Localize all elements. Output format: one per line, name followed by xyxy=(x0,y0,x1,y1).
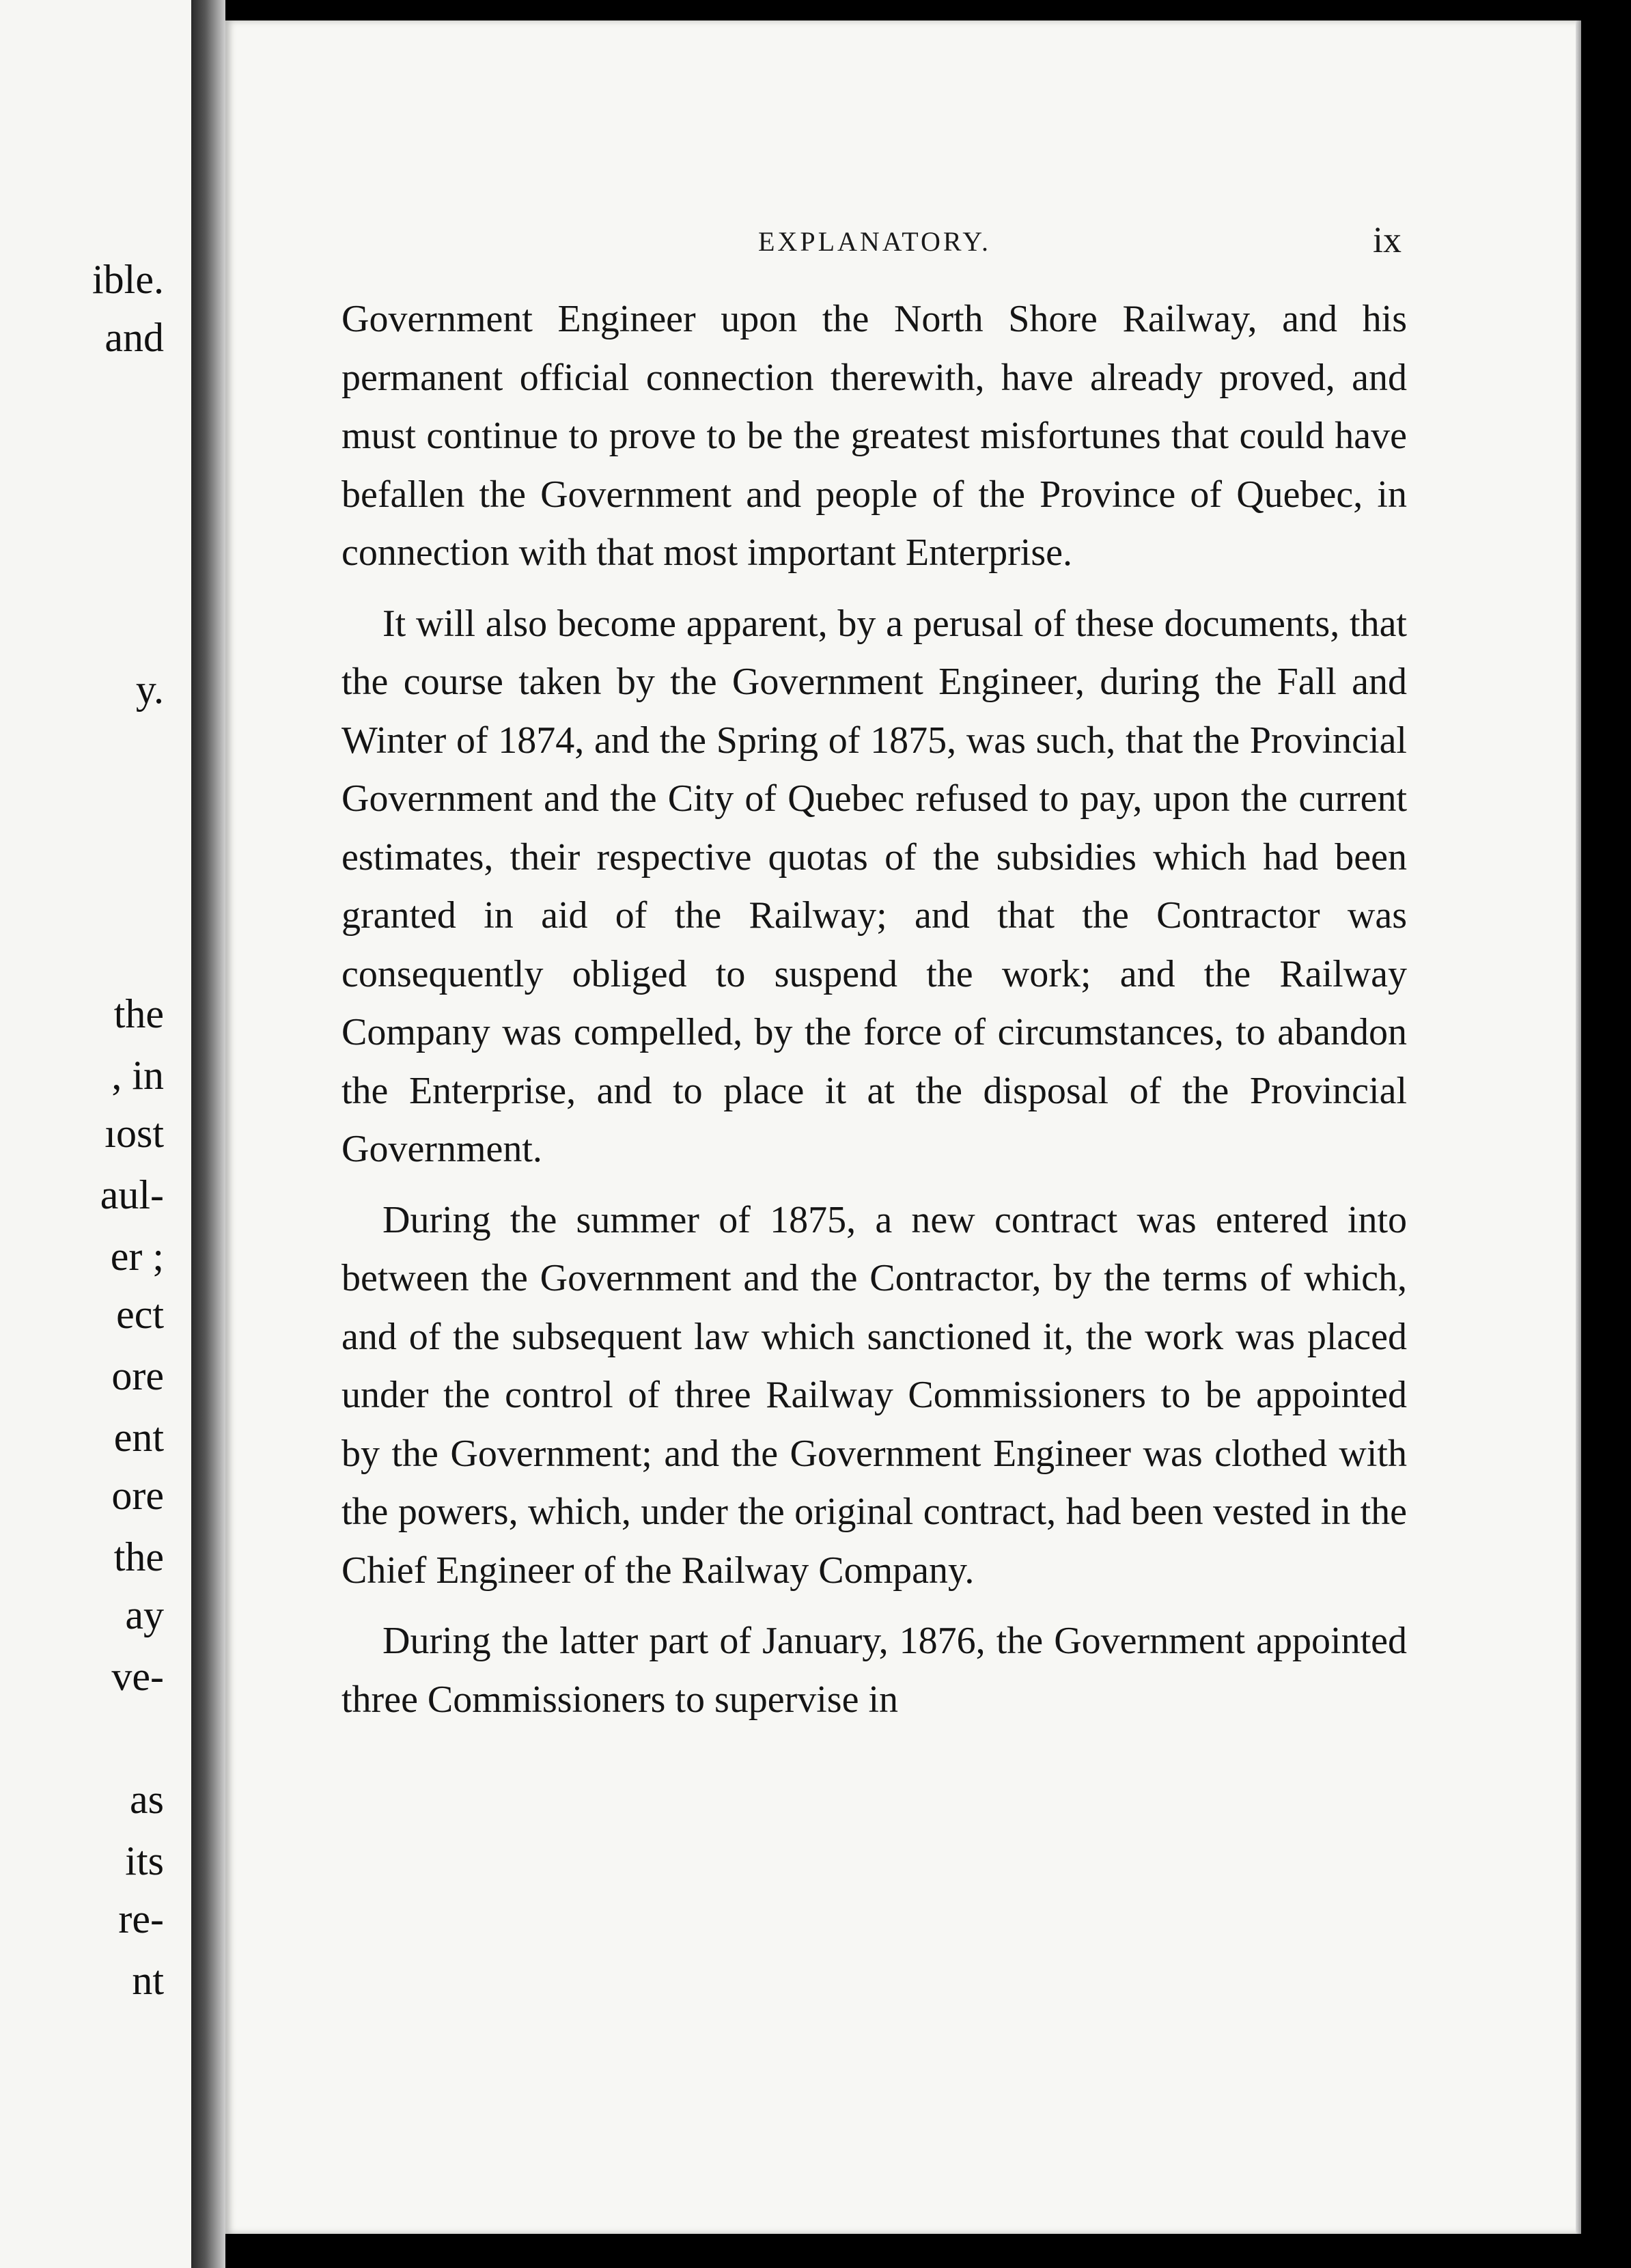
right-page xyxy=(225,20,1581,2234)
left-line-fragment: y. xyxy=(135,667,164,712)
left-line-fragment: ent xyxy=(113,1415,164,1460)
paragraph: During the latter part of January, 1876, the Government appointed three Commissioners to supervise in xyxy=(341,1620,1407,1721)
left-line-fragment: ect xyxy=(116,1292,164,1337)
paragraph: Government Engineer upon the North Shore Railway, and his permanent official connection therewith, have already proved, and must continue to prove to be the greatest misfortunes that could have befallen the Government and people of the Province of Quebec, in connection with that most important Enterprise. xyxy=(341,298,1407,574)
left-line-fragment: its xyxy=(125,1838,164,1883)
left-line-fragment: ible. xyxy=(92,257,164,302)
left-line-fragment: nt xyxy=(132,1958,164,2003)
paragraph: It will also become apparent, by a perusal of these documents, that the course taken by the Government Engineer, during the Fall and Winter of 1874, and the Spring of 1875, was such, that the Provincial Government and the City of Quebec refused to pay, upon the current estimates, their respective quotas of the subsidies which had been granted in aid of the Railway; and that the Contractor was consequently obliged to suspend the work; and the Railway Company was compelled, by the force of circumstances, to abandon the Enterprise, and to place it at the disposal of the Provincial Government. xyxy=(341,602,1407,1170)
left-line-fragment: the xyxy=(113,1534,164,1579)
page-edge-shadow xyxy=(1576,20,1581,2234)
page-number: ix xyxy=(1373,219,1402,260)
left-line-fragment: ore xyxy=(111,1353,164,1398)
left-line-fragment: ıost xyxy=(104,1111,164,1156)
left-line-fragment: , in xyxy=(111,1053,164,1098)
body-text xyxy=(341,290,1407,1741)
left-line-fragment: ore xyxy=(111,1473,164,1518)
left-line-fragment: the xyxy=(113,991,164,1036)
left-line-fragment: as xyxy=(130,1777,164,1822)
left-line-fragment: aul- xyxy=(100,1172,164,1217)
left-line-fragment: ay xyxy=(125,1592,164,1637)
paragraph: During the summer of 1875, a new contract was entered into between the Government and the Contractor, by the terms of which, and of the subsequent law which sanctioned it, the work was placed under the control of three Railway Commissioners to be appointed by the Government; and the Government Engineer was clothed with the powers, which, under the original contract, had been vested in the Chief Engineer of the Railway Company. xyxy=(341,1198,1407,1592)
book-gutter xyxy=(191,0,225,2268)
running-head: EXPLANATORY. xyxy=(758,226,992,257)
left-line-fragment: and xyxy=(104,315,164,360)
left-line-fragment: ve- xyxy=(111,1654,164,1699)
left-line-fragment: er ; xyxy=(110,1234,164,1279)
left-page-fragment xyxy=(0,0,191,2268)
left-line-fragment: re- xyxy=(118,1896,164,1941)
